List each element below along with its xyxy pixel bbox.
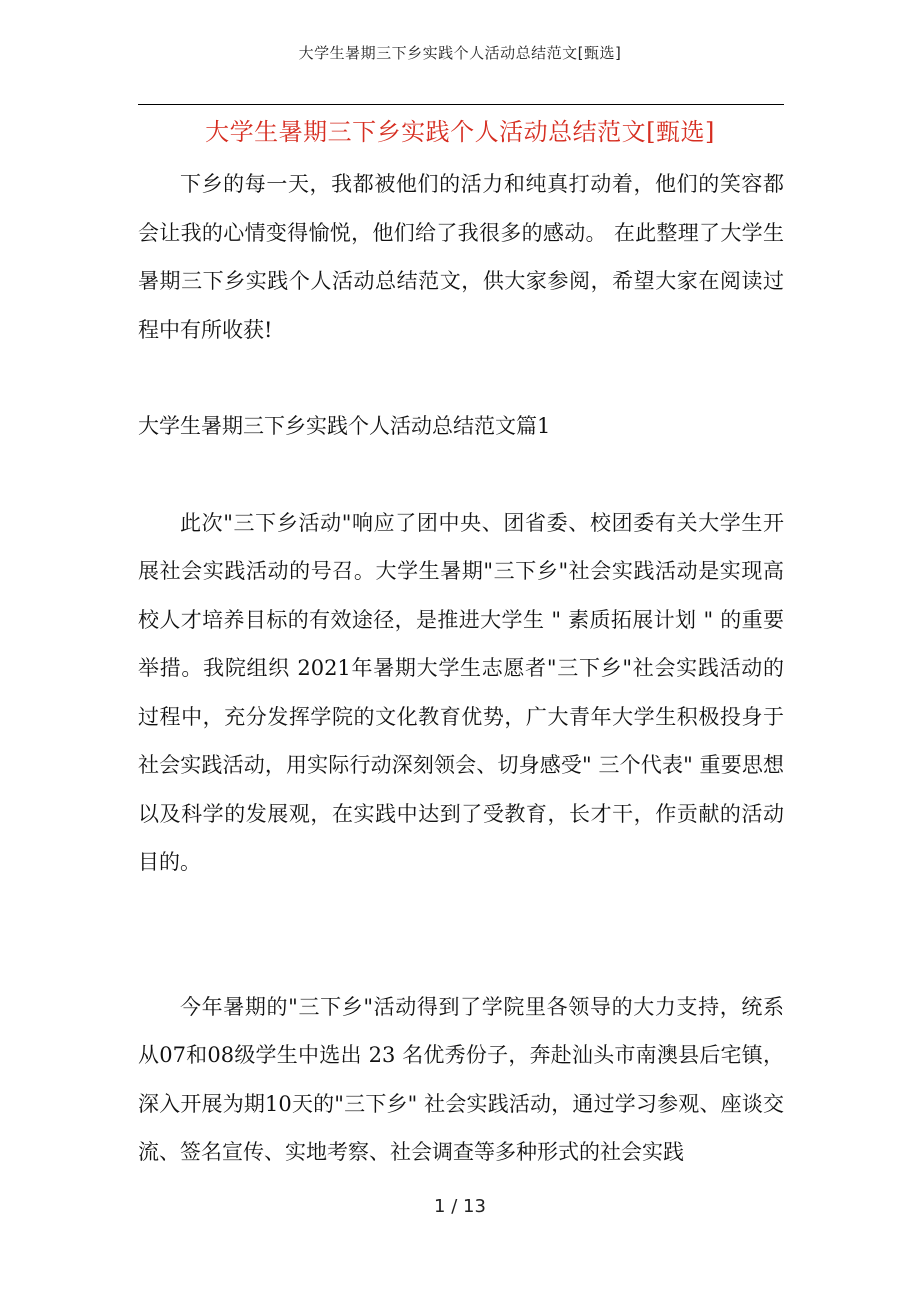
section-heading: 大学生暑期三下乡实践个人活动总结范文篇1	[138, 414, 551, 438]
document-title: 大学生暑期三下乡实践个人活动总结范文[甄选]	[205, 118, 715, 146]
running-header-title: 大学生暑期三下乡实践个人活动总结范文[甄选]	[298, 44, 622, 62]
page-total: 13	[463, 1196, 486, 1217]
body-paragraph: 此次"三下乡活动"响应了团中央、团省委、校团委有关大学生开展社会实践活动的号召。大学生暑期"三下乡"社会实践活动是实现高校人才培养目标的有效途径，是推进大学生 " 素质拓展计划 " 的重要举措。我院组织 2021年暑期大学生志愿者"三下乡"社会实践活动的过程中，充分发挥学院的文化教育优势，广大青年大学生积极投身于社会实践活动，用实际行动深刻领会、切身感受" 三个代表" 重要思想以及科学的发展观，在实践中达到了受教育，长才干，作贡献的活动目的。	[138, 510, 784, 874]
intro-paragraph: 下乡的每一天，我都被他们的活力和纯真打动着，他们的笑容都会让我的心情变得愉悦，他们给了我很多的感动。 在此整理了大学生暑期三下乡实践个人活动总结范文，供大家参阅，希望大家在阅读过程中有所收获!	[138, 172, 784, 342]
page-separator: /	[451, 1196, 458, 1217]
header-divider	[138, 104, 784, 105]
document-body	[138, 160, 784, 1177]
page-number	[0, 1196, 920, 1217]
page-current: 1	[434, 1196, 446, 1217]
body-paragraph: 今年暑期的"三下乡"活动得到了学院里各领导的大力支持，统系从07和08级学生中选出 23 名优秀份子，奔赴汕头市南澳县后宅镇，深入开展为期10天的"三下乡" 社会实践活动，通过学习参观、座谈交流、签名宣传、实地考察、社会调查等多种形式的社会实践	[138, 994, 784, 1164]
